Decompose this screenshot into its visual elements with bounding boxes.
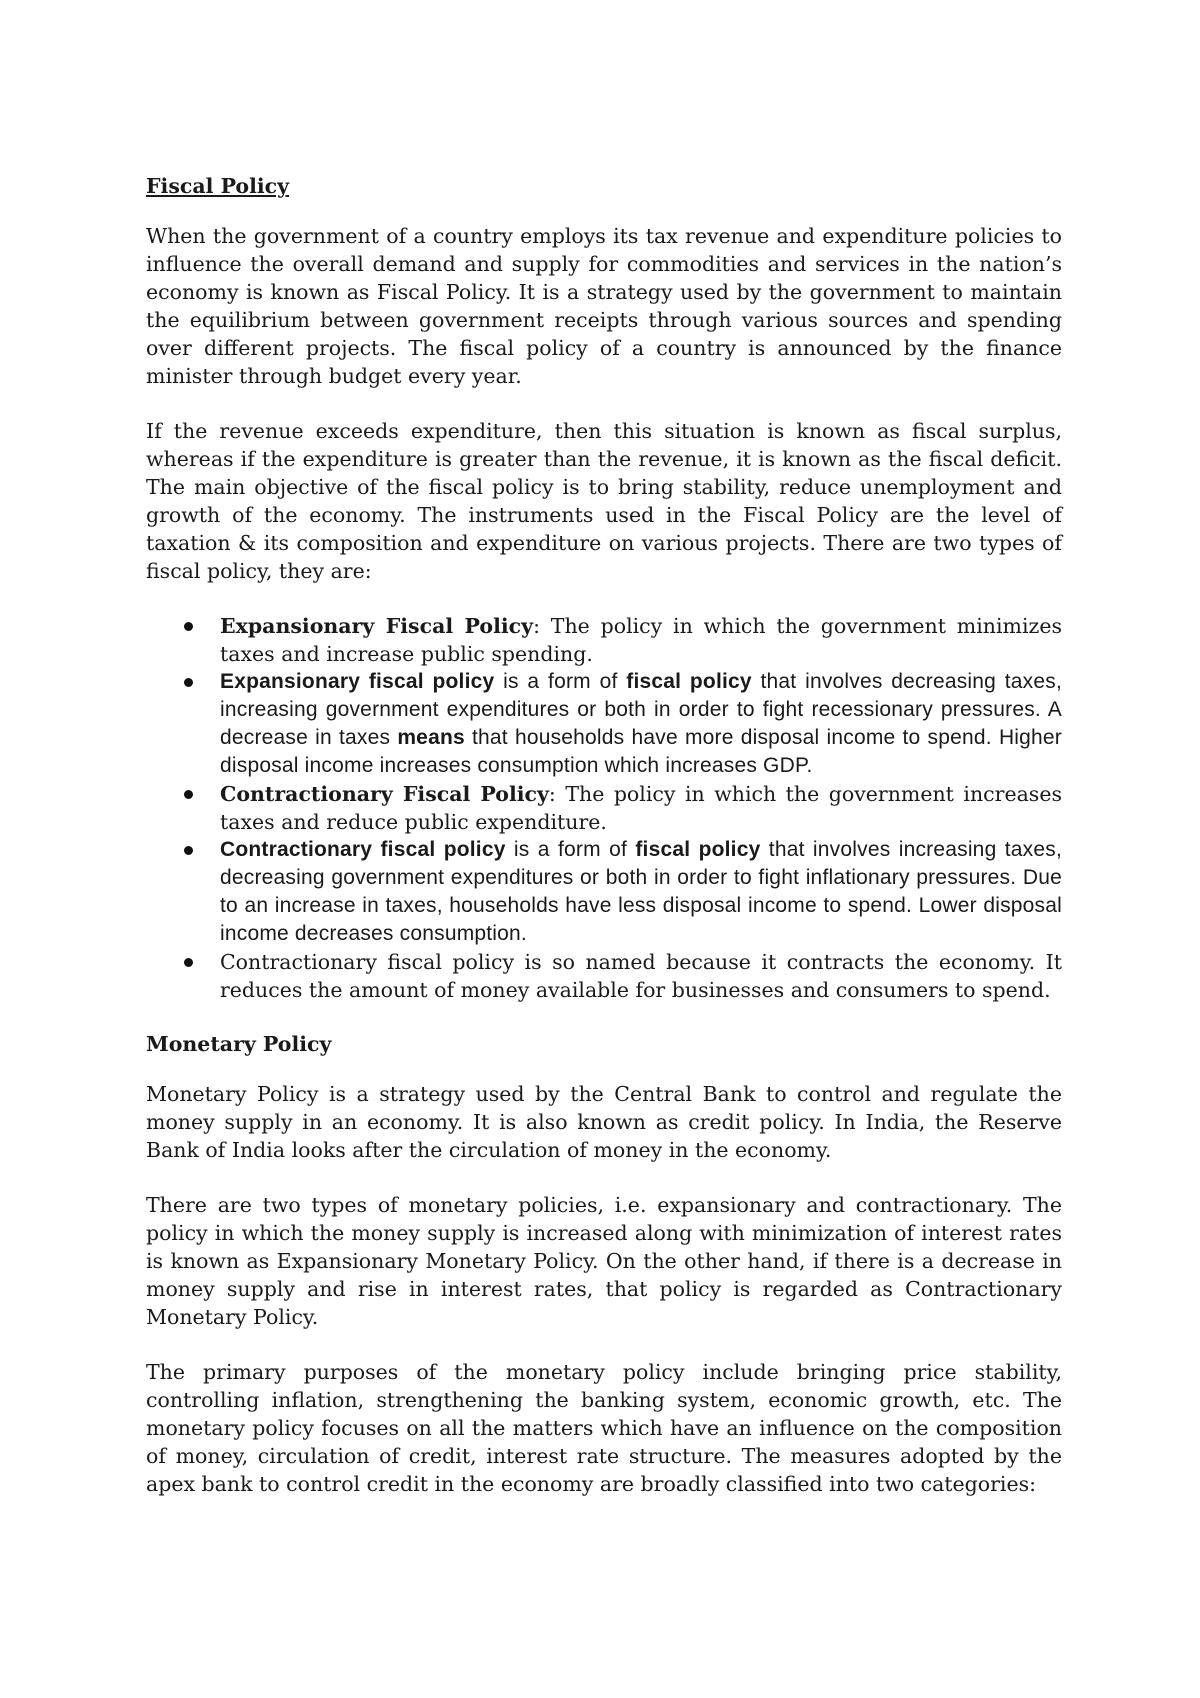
bullet-icon	[184, 958, 193, 967]
definition-text: is a form of	[505, 838, 636, 861]
term-expansionary-fiscal-policy: Expansionary Fiscal Policy	[220, 614, 534, 638]
fiscal-intro-paragraph: When the government of a country employs its tax revenue and expenditure policies to influence the overall demand and supply for commodities and services in the nation’s economy is known as Fiscal Policy. It is a strategy used by the government to maintain the equilibrium between government receipts through various sources and spending over different projects. The fiscal policy of a country is announced by the finance minister through budget every year.	[146, 224, 1062, 388]
fiscal-types-list	[146, 612, 1062, 1004]
term-contractionary-fiscal-policy: Contractionary Fiscal Policy	[220, 782, 549, 806]
term-contractionary-fiscal-policy: Contractionary fiscal policy	[220, 838, 506, 861]
bullet-icon	[184, 846, 193, 855]
fiscal-policy-heading: Fiscal Policy	[146, 174, 290, 198]
bullet-icon	[184, 622, 193, 631]
definition-text: is a form of	[494, 670, 627, 693]
list-item	[146, 836, 1062, 948]
monetary-purposes-paragraph: The primary purposes of the monetary policy include bringing price stability, controlling inflation, strengthening the banking system, economic growth, etc. The monetary policy focuses on all the matters which have an influence on the composition of money, circulation of credit, interest rate structure. The measures adopted by the apex bank to control credit in the economy are broadly classified into two categories:	[146, 1360, 1062, 1496]
definition-text: that households have more disposal income to spend. Higher disposal income increases consumption which increases GDP.	[220, 726, 1063, 777]
definition-text: Contractionary fiscal policy is so named because it contracts the economy. It reduces the amount of money available for businesses and consumers to spend.	[220, 950, 1062, 1002]
fiscal-surplus-deficit-paragraph: If the revenue exceeds expenditure, then this situation is known as fiscal surplus, whereas if the expenditure is greater than the revenue, it is known as the fiscal deficit. The main objective of the fiscal policy is to bring stability, reduce unemployment and growth of the economy. The instruments used in the Fiscal Policy are the level of taxation & its composition and expenditure on various projects. There are two types of fiscal policy, they are:	[146, 419, 1062, 583]
list-item	[146, 780, 1062, 836]
monetary-intro-paragraph: Monetary Policy is a strategy used by the Central Bank to control and regulate the money supply in an economy. It is also known as credit policy. In India, the Reserve Bank of India looks after the circulation of money in the economy.	[146, 1082, 1062, 1162]
bullet-icon	[184, 678, 193, 687]
term-fiscal-policy: fiscal policy	[626, 670, 752, 693]
definition-text: : The policy in which the government increases taxes and reduce public expenditure.	[220, 782, 1062, 834]
term-expansionary-fiscal-policy: Expansionary fiscal policy	[220, 670, 495, 693]
document-page	[146, 172, 1062, 1525]
list-item	[146, 948, 1062, 1004]
term-fiscal-policy: fiscal policy	[635, 838, 761, 861]
monetary-types-paragraph: There are two types of monetary policies, i.e. expansionary and contractionary. The policy in which the money supply is increased along with minimization of interest rates is known as Expansionary Monetary Policy. On the other hand, if there is a decrease in money supply and rise in interest rates, that policy is regarded as Contractionary Monetary Policy.	[146, 1193, 1062, 1329]
definition-text: that involves increasing taxes, decreasing government expenditures or both in order to fight inflationary pressures. Due to an increase in taxes, households have less disposal income to spend. Lower disposal income decreases consumption.	[220, 838, 1062, 945]
definition-text: that involves decreasing taxes, increasing government expenditures or both in order to fight recessionary pressures. A decrease in taxes	[220, 670, 1062, 749]
definition-text: : The policy in which the government minimizes taxes and increase public spending.	[220, 614, 1062, 666]
bullet-icon	[184, 790, 193, 799]
monetary-policy-heading: Monetary Policy	[146, 1032, 332, 1056]
list-item	[146, 668, 1062, 780]
term-means: means	[397, 726, 465, 749]
list-item	[146, 612, 1062, 668]
